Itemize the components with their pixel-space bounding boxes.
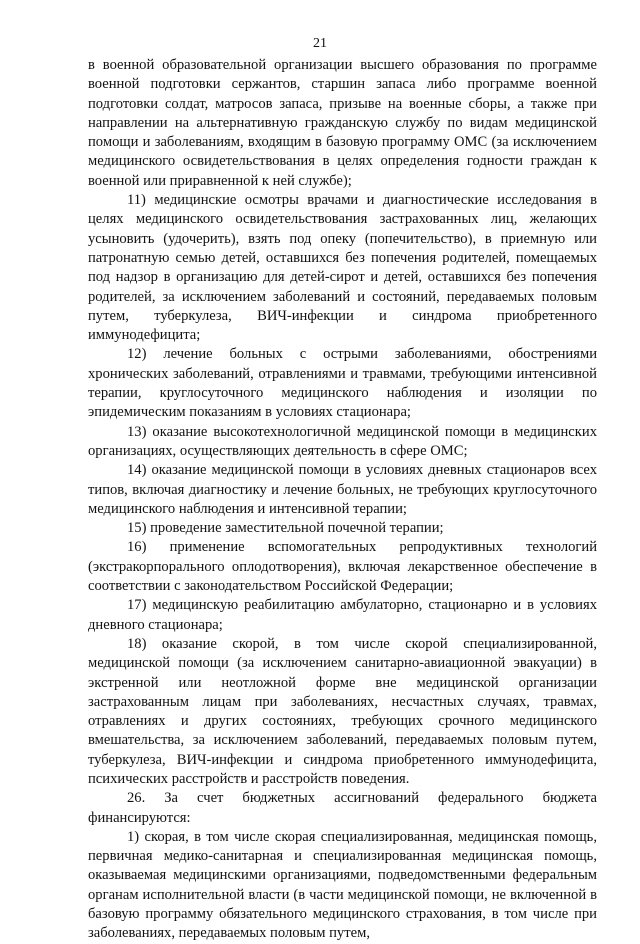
paragraph-section-26: 26. За счет бюджетных ассигнований федерального бюджета финансируются: — [88, 790, 597, 826]
paragraph-continuation: в военной образовательной организации высшего образования по программе военной подготовки сержантов, старшин запаса либо программе военной подготовки солдат, матросов запаса, призыве на военные сборы, а также при направлении на альтернативную гражданскую службу по видам медицинской помощи и заболеваниям, входящим в базовую программу ОМС (за исключением медицинского освидетельствования в целях определения годности граждан к военной или приравненной к ней службе); — [88, 57, 597, 189]
document-body — [88, 56, 597, 944]
paragraph-item-16: 16) применение вспомогательных репродуктивных технологий (экстракорпорального оплодотворения), включая лекарственное обеспечение в соответствии с законодательством Российской Федерации; — [88, 539, 597, 595]
paragraph-item-11: 11) медицинские осмотры врачами и диагностические исследования в целях медицинского освидетельствования застрахованных лиц, желающих усыновить (удочерить), взять под опеку (попечительство), в приемную или патронатную семью детей, оставшихся без попечения родителей, помещаемых под надзор в организацию для детей-сирот и детей, оставшихся без попечения родителей, за исключением заболеваний и состояний, передаваемых половым путем, туберкулеза, ВИЧ-инфекции и синдрома приобретенного иммунодефицита; — [88, 192, 597, 344]
page-number: 21 — [313, 36, 327, 51]
paragraph-item-17: 17) медицинскую реабилитацию амбулаторно, стационарно и в условиях дневного стационара; — [88, 597, 597, 633]
paragraph-section-26-item-1: 1) скорая, в том числе скорая специализированная, медицинская помощь, первичная медико-санитарная и специализированная медицинская помощь, оказываемая медицинскими организациями, подведомственными федеральным органам исполнительной власти (в части медицинской помощи, не включенной в базовую программу обязательного медицинского страхования, в том числе при заболеваниях, передаваемых половым путем, — [88, 828, 597, 942]
paragraph-item-14: 14) оказание медицинской помощи в условиях дневных стационаров всех типов, включая диагностику и лечение больных, не требующих круглосуточного медицинского наблюдения и интенсивной терапии; — [88, 462, 597, 517]
paragraph-item-15: 15) проведение заместительной почечной терапии; — [127, 520, 444, 537]
paragraph-item-18: 18) оказание скорой, в том числе скорой специализированной, медицинской помощи (за исключением санитарно-авиационной эвакуации) в экстренной или неотложной форме вне медицинской организации застрахованным лицам при заболеваниях, несчастных случаях, травмах, отравлениях и других состояниях, требующих срочного медицинского вмешательства, за исключением заболеваний, передаваемых половым путем, туберкулеза, ВИЧ-инфекции и синдрома приобретенного иммунодефицита, психических расстройств и расстройств поведения. — [88, 635, 597, 787]
paragraph-item-12: 12) лечение больных с острыми заболеваниями, обострениями хронических заболеваний, отравлениями и травмами, требующими интенсивной терапии, круглосуточного медицинского наблюдения и изоляции по эпидемическим показаниям в условиях стационара; — [88, 346, 597, 421]
paragraph-item-13: 13) оказание высокотехнологичной медицинской помощи в медицинских организациях, осуществляющих деятельность в сфере ОМС; — [88, 423, 597, 459]
